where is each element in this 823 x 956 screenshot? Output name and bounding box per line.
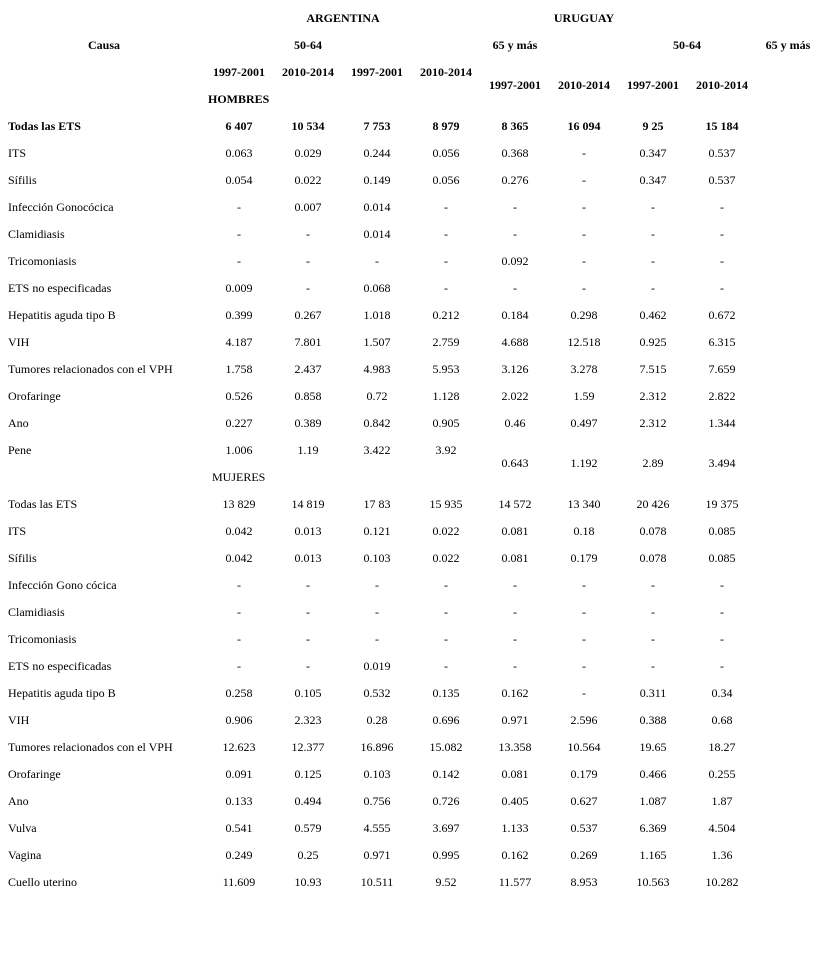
value-cell: 0.399 bbox=[225, 308, 253, 322]
value-cell: 0.347 bbox=[639, 173, 667, 187]
period-header: 2010-2014 bbox=[420, 65, 472, 79]
value-cell: - bbox=[237, 200, 241, 214]
period-header: 2010-2014 bbox=[282, 65, 334, 79]
value-cell: 0.276 bbox=[501, 173, 529, 187]
value-cell: 8 979 bbox=[432, 119, 460, 133]
value-cell: 0.184 bbox=[501, 308, 529, 322]
section-label: HOMBRES bbox=[208, 92, 270, 106]
causa-header: Causa bbox=[87, 38, 121, 52]
cause-label: Ano bbox=[8, 416, 29, 430]
value-cell: 6.315 bbox=[708, 335, 736, 349]
value-cell: 1.87 bbox=[711, 794, 733, 808]
value-cell: 2.759 bbox=[432, 335, 460, 349]
cause-label: Tricomoniasis bbox=[8, 254, 77, 268]
value-cell: 6.369 bbox=[639, 821, 667, 835]
value-cell: 13 340 bbox=[567, 497, 601, 511]
value-cell: 0.014 bbox=[363, 227, 391, 241]
value-cell: - bbox=[582, 632, 586, 646]
cause-label: Hepatitis aguda tipo B bbox=[8, 686, 116, 700]
value-cell: 0.532 bbox=[363, 686, 391, 700]
value-cell: 0.179 bbox=[570, 767, 598, 781]
value-cell: - bbox=[375, 605, 379, 619]
value-cell: 0.009 bbox=[225, 281, 253, 295]
value-cell: - bbox=[582, 659, 586, 673]
value-cell: 3.697 bbox=[432, 821, 460, 835]
value-cell: 1.165 bbox=[639, 848, 667, 862]
value-cell: 10.563 bbox=[636, 875, 670, 889]
value-cell: - bbox=[444, 659, 448, 673]
value-cell: 0.179 bbox=[570, 551, 598, 565]
value-cell: 0.842 bbox=[363, 416, 391, 430]
value-cell: 8 365 bbox=[501, 119, 529, 133]
value-cell: 0.627 bbox=[570, 794, 598, 808]
value-cell: 15.082 bbox=[429, 740, 463, 754]
value-cell: 14 572 bbox=[498, 497, 532, 511]
value-cell: - bbox=[237, 605, 241, 619]
value-cell: 4.504 bbox=[708, 821, 736, 835]
value-cell: 0.142 bbox=[432, 767, 460, 781]
age-group-50-64-argentina: 50-64 bbox=[294, 38, 322, 52]
value-cell: 2.022 bbox=[501, 389, 529, 403]
value-cell: - bbox=[582, 173, 586, 187]
value-cell: 0.014 bbox=[363, 200, 391, 214]
value-cell: 0.672 bbox=[708, 308, 736, 322]
value-cell: 0.013 bbox=[294, 551, 322, 565]
value-cell: 6 407 bbox=[225, 119, 253, 133]
value-cell: 3.494 bbox=[708, 456, 736, 470]
value-cell: 0.022 bbox=[294, 173, 322, 187]
cause-label: ETS no especificadas bbox=[8, 281, 112, 295]
value-cell: 0.389 bbox=[294, 416, 322, 430]
value-cell: - bbox=[720, 200, 724, 214]
value-cell: 0.022 bbox=[432, 551, 460, 565]
cause-label: Infección Gonocócica bbox=[8, 200, 114, 214]
value-cell: 0.368 bbox=[501, 146, 529, 160]
value-cell: 2.596 bbox=[570, 713, 598, 727]
value-cell: 0.405 bbox=[501, 794, 529, 808]
value-cell: 0.25 bbox=[297, 848, 319, 862]
value-cell: - bbox=[444, 227, 448, 241]
value-cell: 2.822 bbox=[708, 389, 736, 403]
value-cell: 4.983 bbox=[363, 362, 391, 376]
value-cell: 0.078 bbox=[639, 524, 667, 538]
value-cell: - bbox=[237, 578, 241, 592]
value-cell: 0.056 bbox=[432, 146, 460, 160]
cause-label: Clamidiasis bbox=[8, 227, 65, 241]
value-cell: 3.126 bbox=[501, 362, 529, 376]
value-cell: 16.896 bbox=[360, 740, 394, 754]
value-cell: 10.564 bbox=[567, 740, 601, 754]
value-cell: - bbox=[651, 578, 655, 592]
value-cell: 0.091 bbox=[225, 767, 253, 781]
value-cell: 0.022 bbox=[432, 524, 460, 538]
value-cell: - bbox=[513, 632, 517, 646]
cause-label: Pene bbox=[8, 443, 32, 457]
period-header: 1997-2001 bbox=[627, 78, 679, 92]
value-cell: 0.579 bbox=[294, 821, 322, 835]
value-cell: 0.311 bbox=[639, 686, 667, 700]
value-cell: 4.688 bbox=[501, 335, 529, 349]
value-cell: 2.312 bbox=[639, 416, 667, 430]
value-cell: 3.422 bbox=[363, 443, 391, 457]
period-header: 1997-2001 bbox=[489, 78, 541, 92]
value-cell: 0.133 bbox=[225, 794, 253, 808]
value-cell: 13.358 bbox=[498, 740, 532, 754]
value-cell: 0.267 bbox=[294, 308, 322, 322]
value-cell: 15 184 bbox=[705, 119, 739, 133]
value-cell: - bbox=[306, 632, 310, 646]
value-cell: 10 534 bbox=[291, 119, 325, 133]
value-cell: - bbox=[513, 227, 517, 241]
value-cell: 0.063 bbox=[225, 146, 253, 160]
value-cell: 15 935 bbox=[429, 497, 463, 511]
cause-label: Todas las ETS bbox=[8, 119, 81, 133]
value-cell: 0.244 bbox=[363, 146, 391, 160]
value-cell: 12.623 bbox=[222, 740, 256, 754]
value-cell: 7.515 bbox=[639, 362, 667, 376]
value-cell: 7 753 bbox=[363, 119, 391, 133]
value-cell: 0.029 bbox=[294, 146, 322, 160]
value-cell: - bbox=[306, 578, 310, 592]
value-cell: 0.085 bbox=[708, 551, 736, 565]
value-cell: 0.643 bbox=[501, 456, 529, 470]
cause-label: Tumores relacionados con el VPH bbox=[8, 740, 173, 754]
value-cell: 3.278 bbox=[570, 362, 598, 376]
country-argentina: ARGENTINA bbox=[306, 11, 380, 25]
value-cell: 1.192 bbox=[570, 456, 598, 470]
value-cell: 1.087 bbox=[639, 794, 667, 808]
value-cell: 0.081 bbox=[501, 524, 529, 538]
value-cell: 7.801 bbox=[294, 335, 322, 349]
value-cell: - bbox=[720, 605, 724, 619]
value-cell: 0.019 bbox=[363, 659, 391, 673]
value-cell: 0.212 bbox=[432, 308, 460, 322]
period-header: 2010-2014 bbox=[558, 78, 610, 92]
value-cell: 10.511 bbox=[360, 875, 394, 889]
value-cell: 0.18 bbox=[573, 524, 595, 538]
value-cell: 0.696 bbox=[432, 713, 460, 727]
value-cell: - bbox=[375, 578, 379, 592]
value-cell: 1.758 bbox=[225, 362, 253, 376]
value-cell: 0.905 bbox=[432, 416, 460, 430]
value-cell: - bbox=[720, 632, 724, 646]
cause-label: Orofaringe bbox=[8, 767, 61, 781]
value-cell: 0.125 bbox=[294, 767, 322, 781]
value-cell: - bbox=[513, 281, 517, 295]
value-cell: 1.59 bbox=[573, 389, 595, 403]
value-cell: 0.068 bbox=[363, 281, 391, 295]
value-cell: - bbox=[582, 146, 586, 160]
value-cell: 20 426 bbox=[636, 497, 670, 511]
value-cell: 0.537 bbox=[708, 173, 736, 187]
value-cell: - bbox=[237, 632, 241, 646]
value-cell: 1.507 bbox=[363, 335, 391, 349]
value-cell: 7.659 bbox=[708, 362, 736, 376]
value-cell: 0.497 bbox=[570, 416, 598, 430]
value-cell: 0.537 bbox=[708, 146, 736, 160]
value-cell: 0.105 bbox=[294, 686, 322, 700]
value-cell: 0.007 bbox=[294, 200, 322, 214]
value-cell: 2.437 bbox=[294, 362, 322, 376]
value-cell: 0.085 bbox=[708, 524, 736, 538]
value-cell: 10.93 bbox=[294, 875, 322, 889]
value-cell: - bbox=[306, 659, 310, 673]
value-cell: - bbox=[444, 632, 448, 646]
value-cell: 14 819 bbox=[291, 497, 325, 511]
value-cell: - bbox=[237, 227, 241, 241]
value-cell: - bbox=[720, 227, 724, 241]
value-cell: - bbox=[651, 281, 655, 295]
value-cell: 0.466 bbox=[639, 767, 667, 781]
value-cell: 0.347 bbox=[639, 146, 667, 160]
value-cell: 8.953 bbox=[570, 875, 598, 889]
value-cell: - bbox=[582, 227, 586, 241]
value-cell: 0.227 bbox=[225, 416, 253, 430]
value-cell: 0.858 bbox=[294, 389, 322, 403]
value-cell: - bbox=[582, 605, 586, 619]
value-cell: 0.971 bbox=[363, 848, 391, 862]
value-cell: 4.187 bbox=[225, 335, 253, 349]
value-cell: 11.609 bbox=[222, 875, 256, 889]
value-cell: - bbox=[720, 578, 724, 592]
value-cell: - bbox=[651, 632, 655, 646]
value-cell: 11.577 bbox=[498, 875, 532, 889]
value-cell: - bbox=[306, 254, 310, 268]
value-cell: - bbox=[306, 605, 310, 619]
cause-label: ITS bbox=[8, 146, 26, 160]
value-cell: - bbox=[651, 227, 655, 241]
value-cell: - bbox=[444, 200, 448, 214]
value-cell: 0.68 bbox=[711, 713, 733, 727]
value-cell: 0.078 bbox=[639, 551, 667, 565]
value-cell: 0.249 bbox=[225, 848, 253, 862]
value-cell: 0.042 bbox=[225, 551, 253, 565]
value-cell: - bbox=[237, 659, 241, 673]
cause-label: ITS bbox=[8, 524, 26, 538]
value-cell: - bbox=[513, 605, 517, 619]
value-cell: - bbox=[513, 578, 517, 592]
value-cell: - bbox=[582, 578, 586, 592]
value-cell: - bbox=[513, 659, 517, 673]
value-cell: 18.27 bbox=[708, 740, 736, 754]
value-cell: 3.92 bbox=[435, 443, 457, 457]
cause-label: Vagina bbox=[8, 848, 42, 862]
value-cell: 0.135 bbox=[432, 686, 460, 700]
cause-label: Cuello uterino bbox=[8, 875, 77, 889]
value-cell: - bbox=[444, 254, 448, 268]
value-cell: - bbox=[651, 659, 655, 673]
value-cell: - bbox=[444, 605, 448, 619]
value-cell: 0.541 bbox=[225, 821, 253, 835]
value-cell: 0.46 bbox=[504, 416, 526, 430]
value-cell: 19.65 bbox=[639, 740, 667, 754]
value-cell: 9.52 bbox=[435, 875, 457, 889]
value-cell: 0.298 bbox=[570, 308, 598, 322]
value-cell: 0.388 bbox=[639, 713, 667, 727]
value-cell: 0.103 bbox=[363, 551, 391, 565]
value-cell: 1.19 bbox=[297, 443, 319, 457]
value-cell: 0.526 bbox=[225, 389, 253, 403]
value-cell: 1.344 bbox=[708, 416, 736, 430]
value-cell: 0.34 bbox=[711, 686, 733, 700]
cause-label: Todas las ETS bbox=[8, 497, 78, 511]
value-cell: 12.518 bbox=[567, 335, 601, 349]
value-cell: 0.162 bbox=[501, 848, 529, 862]
cause-label: Hepatitis aguda tipo B bbox=[8, 308, 116, 322]
cause-label: Tricomoniasis bbox=[8, 632, 77, 646]
value-cell: 0.092 bbox=[501, 254, 529, 268]
value-cell: - bbox=[375, 632, 379, 646]
period-header: 1997-2001 bbox=[213, 65, 265, 79]
age-group-65-argentina: 65 y más bbox=[492, 38, 538, 52]
value-cell: 0.906 bbox=[225, 713, 253, 727]
value-cell: 0.054 bbox=[225, 173, 253, 187]
value-cell: 5.953 bbox=[432, 362, 460, 376]
value-cell: - bbox=[237, 254, 241, 268]
cause-label: Infección Gono cócica bbox=[8, 578, 117, 592]
value-cell: 0.72 bbox=[366, 389, 388, 403]
value-cell: 13 829 bbox=[222, 497, 256, 511]
value-cell: 9 25 bbox=[642, 119, 664, 133]
cause-label: Orofaringe bbox=[8, 389, 61, 403]
value-cell: - bbox=[651, 254, 655, 268]
value-cell: 2.323 bbox=[294, 713, 322, 727]
age-group-65-uruguay: 65 y más bbox=[765, 38, 811, 52]
cause-label: Ano bbox=[8, 794, 29, 808]
value-cell: 0.255 bbox=[708, 767, 736, 781]
value-cell: - bbox=[651, 200, 655, 214]
value-cell: 0.494 bbox=[294, 794, 322, 808]
value-cell: - bbox=[444, 281, 448, 295]
cause-label: Sífilis bbox=[8, 173, 37, 187]
cause-label: VIH bbox=[8, 335, 30, 349]
value-cell: 0.081 bbox=[501, 767, 529, 781]
value-cell: 0.162 bbox=[501, 686, 529, 700]
value-cell: 0.756 bbox=[363, 794, 391, 808]
value-cell: - bbox=[720, 659, 724, 673]
value-cell: 0.971 bbox=[501, 713, 529, 727]
value-cell: 0.925 bbox=[639, 335, 667, 349]
value-cell: 1.133 bbox=[501, 821, 529, 835]
cause-label: VIH bbox=[8, 713, 30, 727]
value-cell: 4.555 bbox=[363, 821, 391, 835]
value-cell: - bbox=[582, 686, 586, 700]
value-cell: - bbox=[582, 254, 586, 268]
value-cell: 0.056 bbox=[432, 173, 460, 187]
value-cell: 0.28 bbox=[366, 713, 388, 727]
value-cell: 0.258 bbox=[225, 686, 253, 700]
value-cell: - bbox=[375, 254, 379, 268]
cause-label: ETS no especificadas bbox=[8, 659, 112, 673]
section-label: MUJERES bbox=[212, 470, 266, 484]
value-cell: 10.282 bbox=[705, 875, 739, 889]
value-cell: 0.462 bbox=[639, 308, 667, 322]
value-cell: - bbox=[513, 200, 517, 214]
period-header: 2010-2014 bbox=[696, 78, 748, 92]
value-cell: 0.149 bbox=[363, 173, 391, 187]
country-uruguay: URUGUAY bbox=[553, 11, 615, 25]
cause-label: Vulva bbox=[8, 821, 37, 835]
cause-label: Tumores relacionados con el VPH bbox=[8, 362, 173, 376]
value-cell: 17 83 bbox=[363, 497, 391, 511]
value-cell: 19 375 bbox=[705, 497, 739, 511]
value-cell: 1.36 bbox=[711, 848, 733, 862]
period-header: 1997-2001 bbox=[351, 65, 403, 79]
value-cell: 0.103 bbox=[363, 767, 391, 781]
value-cell: 1.018 bbox=[363, 308, 391, 322]
value-cell: - bbox=[720, 254, 724, 268]
cause-label: Sífilis bbox=[8, 551, 37, 565]
value-cell: - bbox=[582, 281, 586, 295]
value-cell: 2.312 bbox=[639, 389, 667, 403]
cause-label: Clamidiasis bbox=[8, 605, 65, 619]
value-cell: 0.042 bbox=[225, 524, 253, 538]
value-cell: - bbox=[720, 281, 724, 295]
value-cell: - bbox=[582, 200, 586, 214]
value-cell: - bbox=[306, 281, 310, 295]
value-cell: 12.377 bbox=[291, 740, 325, 754]
value-cell: 1.006 bbox=[225, 443, 253, 457]
value-cell: 0.121 bbox=[363, 524, 391, 538]
value-cell: 16 094 bbox=[567, 119, 601, 133]
value-cell: 0.995 bbox=[432, 848, 460, 862]
value-cell: 0.081 bbox=[501, 551, 529, 565]
value-cell: 1.128 bbox=[432, 389, 460, 403]
age-group-50-64-uruguay: 50-64 bbox=[673, 38, 701, 52]
value-cell: 0.537 bbox=[570, 821, 598, 835]
value-cell: 0.726 bbox=[432, 794, 460, 808]
value-cell: 0.269 bbox=[570, 848, 598, 862]
value-cell: - bbox=[444, 578, 448, 592]
value-cell: 0.013 bbox=[294, 524, 322, 538]
value-cell: - bbox=[651, 605, 655, 619]
value-cell: - bbox=[306, 227, 310, 241]
value-cell: 2.89 bbox=[642, 456, 664, 470]
